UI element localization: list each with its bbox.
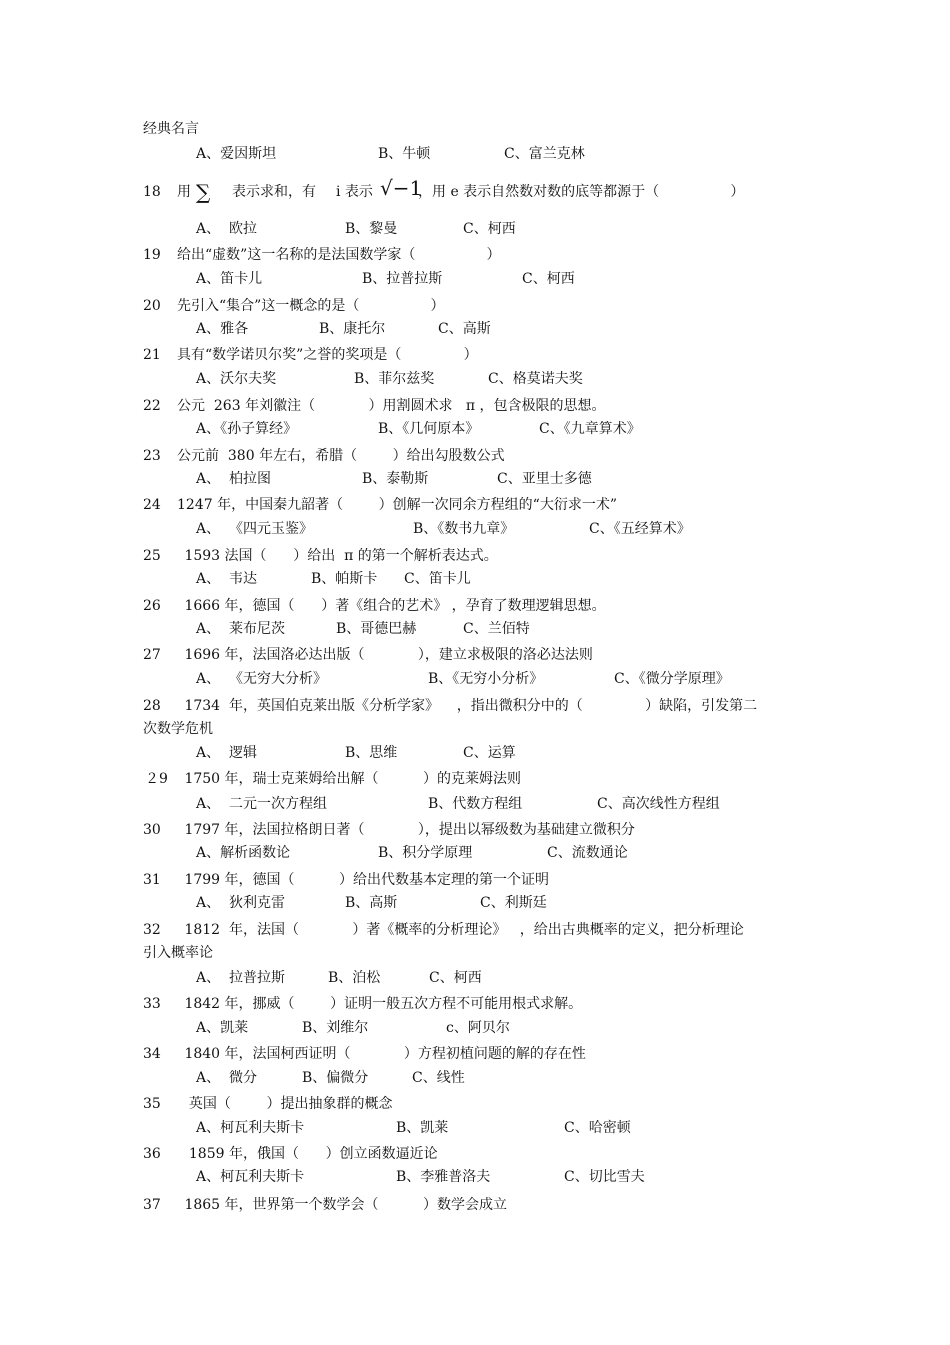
option-text: C、高斯 <box>438 321 491 337</box>
option-text: C、切比雪夫 <box>564 1169 645 1185</box>
question-text: 表示求和，有 <box>232 184 316 200</box>
option-text: B、《数书九章》 <box>413 521 515 537</box>
question-text: i 表示 <box>336 184 373 200</box>
option-text: B、黎曼 <box>345 221 398 237</box>
option-text: B、思维 <box>345 745 398 761</box>
question-text: 1859 年，俄国（ ）创立函数逼近论 <box>180 1146 438 1162</box>
question-number: 30 <box>143 822 161 838</box>
question-text-continued: 次数学危机 <box>143 721 213 737</box>
question-text: 1666 年，德国（ ）著《组合的艺术》 ，孕育了数理逻辑思想。 <box>180 598 606 614</box>
option-text: A、沃尔夫奖 <box>196 371 277 387</box>
option-text: A、 逻辑 <box>196 745 258 761</box>
option-text: C、哈密顿 <box>564 1120 631 1136</box>
option-text: B、李雅普洛夫 <box>396 1169 491 1185</box>
option-text: B、凯莱 <box>396 1120 449 1136</box>
question-text: 给出“虚数”这一名称的是法国数学家（ ） <box>177 247 501 263</box>
option-text: A、解析函数论 <box>196 845 291 861</box>
option-text: B、刘维尔 <box>302 1020 369 1036</box>
option-text: B、高斯 <box>345 895 398 911</box>
question-text: 1812 年，法国（ ）著《概率的分析理论》 ，给出古典概率的定义，把分析理论 <box>180 922 744 938</box>
question-text: 1696 年，法国洛必达出版（ ），建立求极限的洛必达法则 <box>180 647 593 663</box>
question-number: 18 <box>143 184 161 200</box>
option-text: B、拉普拉斯 <box>362 271 443 287</box>
option-text: B、代数方程组 <box>428 796 523 812</box>
question-text: 1865 年，世界第一个数学会（ ）数学会成立 <box>180 1197 508 1213</box>
option-text: B、积分学原理 <box>378 845 473 861</box>
question-number: 28 <box>143 698 161 714</box>
question-number: 32 <box>143 922 161 938</box>
option-text: B、《无穷小分析》 <box>428 671 544 687</box>
option-text: A、 《无穷大分析》 <box>196 671 328 687</box>
question-text: 1750 年，瑞士克莱姆给出解（ ）的克莱姆法则 <box>180 771 522 787</box>
option-text: A、 微分 <box>196 1070 258 1086</box>
question-number: 19 <box>143 247 161 263</box>
option-text: C、流数通论 <box>547 845 628 861</box>
option-text: C、《五经算术》 <box>589 521 691 537</box>
question-number: 22 <box>143 398 161 414</box>
question-text: 1797 年，法国拉格朗日著（ ），提出以幂级数为基础建立微积分 <box>180 822 635 838</box>
sigma-symbol: ∑ <box>196 180 211 204</box>
option-text: A、 《四元玉鉴》 <box>196 521 314 537</box>
option-text: C、亚里士多德 <box>497 471 592 487</box>
question-number: 25 <box>143 548 161 564</box>
question-number: 31 <box>143 872 161 888</box>
option-text: A、 欧拉 <box>196 221 258 237</box>
option-text: B、泰勒斯 <box>362 471 429 487</box>
option-text: C、利斯廷 <box>480 895 547 911</box>
sqrt-expression: √−1 <box>380 176 423 200</box>
question-text: ，用 e 表示自然数对数的底等都源于（ ） <box>418 184 745 200</box>
question-number: 21 <box>143 347 161 363</box>
question-text: 1842 年，挪威（ ）证明一般五次方程不可能用根式求解。 <box>180 996 583 1012</box>
option-text: C、柯西 <box>522 271 575 287</box>
option-text: A、凯莱 <box>196 1020 249 1036</box>
option-text: B、菲尔兹奖 <box>354 371 435 387</box>
option-text: B、《几何原本》 <box>378 421 480 437</box>
question-number: 35 <box>143 1096 161 1112</box>
question-number: 27 <box>143 647 161 663</box>
option-text: A、 拉普拉斯 <box>196 970 286 986</box>
option-text: A、 柏拉图 <box>196 471 272 487</box>
option-text: C、运算 <box>463 745 516 761</box>
question-text: 1247 年，中国秦九韶著（ ）创解一次同余方程组的“大衍求一术” <box>177 497 617 513</box>
question-text: 具有“数学诺贝尔奖”之誉的奖项是（ ） <box>177 347 478 363</box>
option-text: C、笛卡儿 <box>404 571 471 587</box>
question-text: 公元 263 年刘徽注（ ）用割圆术求 π ，包含极限的思想。 <box>177 398 606 414</box>
question-number: 36 <box>143 1146 161 1162</box>
option-text: A、爱因斯坦 <box>196 146 277 162</box>
question-number: 33 <box>143 996 161 1012</box>
option-text: C、《九章算术》 <box>539 421 641 437</box>
question-text: 1840 年，法国柯西证明（ ）方程初植问题的解的存在性 <box>180 1046 586 1062</box>
question-text: 公元前 380 年左右，希腊（ ）给出勾股数公式 <box>177 448 505 464</box>
option-text: A、 狄利克雷 <box>196 895 286 911</box>
option-text: C、富兰克林 <box>504 146 585 162</box>
option-text: A、 韦达 <box>196 571 258 587</box>
option-text: A、《孙子算经》 <box>196 421 298 437</box>
question-text: 1734 年，英国伯克莱出版《分析学家》 ，指出微积分中的（ ）缺陷，引发第二 <box>180 698 758 714</box>
header-text: 经典名言 <box>143 121 199 137</box>
option-text: A、 莱布尼茨 <box>196 621 286 637</box>
question-number: 37 <box>143 1197 161 1213</box>
option-text: c、阿贝尔 <box>446 1020 510 1036</box>
option-text: B、牛顿 <box>378 146 431 162</box>
option-text: C、《微分学原理》 <box>614 671 730 687</box>
option-text: B、泊松 <box>328 970 381 986</box>
question-text-continued: 引入概率论 <box>143 945 213 961</box>
question-number: 34 <box>143 1046 161 1062</box>
option-text: A、柯瓦利夫斯卡 <box>196 1120 305 1136</box>
option-text: B、康托尔 <box>319 321 386 337</box>
option-text: B、哥德巴赫 <box>336 621 417 637</box>
option-text: C、线性 <box>412 1070 465 1086</box>
option-text: C、格莫诺夫奖 <box>488 371 583 387</box>
option-text: A、雅各 <box>196 321 249 337</box>
question-number: 26 <box>143 598 161 614</box>
option-text: B、偏微分 <box>302 1070 369 1086</box>
question-text: 1799 年，德国（ ）给出代数基本定理的第一个证明 <box>180 872 550 888</box>
question-text: 英国（ ）提出抽象群的概念 <box>180 1096 393 1112</box>
option-text: C、兰佰特 <box>463 621 530 637</box>
option-text: C、柯西 <box>463 221 516 237</box>
option-text: C、高次线性方程组 <box>597 796 720 812</box>
question-number: 23 <box>143 448 161 464</box>
question-text: 先引入“集合”这一概念的是（ ） <box>177 298 445 314</box>
question-number: 20 <box>143 298 161 314</box>
question-text: 1593 法国（ ）给出 π 的第一个解析表达式。 <box>180 548 498 564</box>
option-text: A、笛卡儿 <box>196 271 263 287</box>
option-text: B、帕斯卡 <box>311 571 378 587</box>
question-number: ２9 <box>145 771 168 787</box>
option-text: A、柯瓦利夫斯卡 <box>196 1169 305 1185</box>
question-number: 24 <box>143 497 161 513</box>
option-text: C、柯西 <box>429 970 482 986</box>
question-text: 用 <box>177 184 191 200</box>
option-text: A、 二元一次方程组 <box>196 796 328 812</box>
